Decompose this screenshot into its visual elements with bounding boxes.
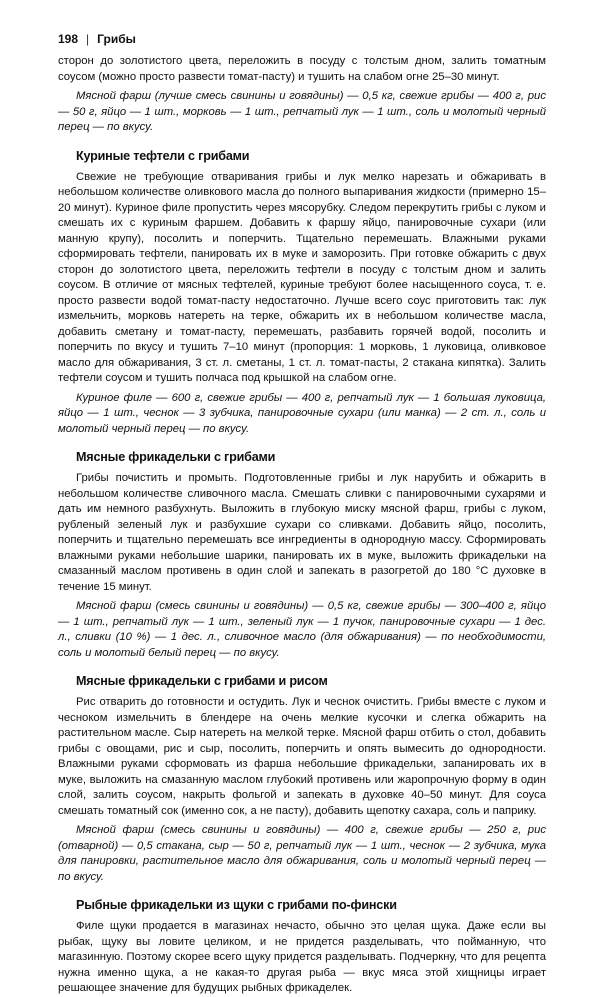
intro-paragraph: сторон до золотистого цвета, переложить в посуду с толстым дном, залить томатным соусом (можно просто развести томат-пасту) и тушить на слабом огне 25–30 минут.	[58, 55, 546, 83]
recipe-title-pike-meatballs: Рыбные фрикадельки из щуки с грибами по-фински	[76, 898, 397, 912]
recipe-title-meatballs-rice: Мясные фрикадельки с грибами и рисом	[76, 674, 328, 688]
section-title: Грибы	[97, 32, 136, 47]
recipe-title-chicken-meatballs: Куриные тефтели с грибами	[76, 148, 250, 163]
header-separator: |	[86, 32, 90, 47]
running-header	[58, 32, 546, 48]
recipe-ingredients-meatballs-rice: Мясной фарш (смесь свинины и говядины) — 400 г, свежие грибы — 250 г, рис (отварной) — 0,5 стакана, сыр — 50 г, репчатый лук — 1 шт., чеснок — 2 зубчика, мука для панировки, растительное масло для обжаривания, соль и молотый черный перец — по вкусу.	[58, 824, 546, 883]
recipe-text-pike-meatballs: Филе щуки продается в магазинах нечасто, обычно это целая щука. Даже если вы рыбак, щуку вы ловите целиком, и не придется разделывать, что пойманную, что магазинную. Поэтому скорее всего щуку придется разделывать. Подчеркну, что для рецепта нужна именно щука, а не какая-то другая рыба — вкус мяса этой хищницы играет решающее значение для будущих рыбных фрикаделек.	[58, 920, 546, 994]
recipe-title-meat-meatballs: Мясные фрикадельки с грибами	[76, 450, 276, 464]
page-number: 198	[58, 32, 79, 47]
recipe-ingredients-meat-meatballs: Мясной фарш (смесь свинины и говядины) — 0,5 кг, свежие грибы — 300–400 г, яйцо — 1 шт., репчатый лук — 1 шт., зеленый лук — 1 пучок, панировочные сухари — 1 дес. л., сливки (10 %) — 1 дес. л., сливочное масло (для обжаривания) — по необходимости, соль и молотый белый перец — по вкусу.	[58, 600, 546, 659]
recipe-text-meat-meatballs: Грибы почистить и промыть. Подготовленные грибы и лук нарубить и обжарить в небольшом количестве сливочного масла. Смешать сливки с панировочными сухарями и дать им немного разбухнуть. Выложить в глубокую миску мясной фарш, грибы с луком, рубленый зеленый лук и разбухшие сухари со сливками. Добавить яйцо, посолить, поперчить и тщательно перемешать все ингредиенты в однородную массу. Сформировать влажными руками небольшие шарики, панировать их в муке, выложить фрикадельки на смазанный маслом противень в один слой и запекать в разогретой до 180 °С духовке в течение 15 минут.	[58, 472, 546, 593]
intro-ingredients: Мясной фарш (лучше смесь свинины и говядины) — 0,5 кг, свежие грибы — 400 г, рис — 50 г, яйцо — 1 шт., морковь — 1 шт., репчатый лук — 1 шт., соль и молотый черный перец — по вкусу.	[58, 90, 546, 133]
recipe-text-chicken-meatballs: Свежие не требующие отваривания грибы и лук мелко нарезать и обжаривать в небольшом количестве оливкового масла до полного выпаривания жидкости (примерно 15–20 минут). Куриное филе пропустить через мясорубку. Следом перекрутить грибы с луком и смешать их с куриным фаршем. Добавить к фаршу яйцо, панировочные сухари (или манную крупу), посолить и поперчить. Тщательно перемешать. Влажными руками сформировать тефтели, панировать их в муке и заморозить. При готовке обжарить с двух сторон до золотистого цвета, переложить тефтели в посуду с толстым дном и залить соусом. В отличие от мясных тефтелей, куриные требуют более насыщенного соуса, т. е. просто развести водой томат-пасту недостаточно. Лучше всего соус приготовить так: лук измельчить, морковь натереть на терке, обжарить их в небольшом количестве масла, добавить сметану и томат-пасту, перемешать, разбавить горячей водой, посолить и поперчить по вкусу и тушить 7–10 минут (пропорция: 1 морковь, 1 луковица, оливковое масло для обжаривания, 3 ст. л. сметаны, 1 ст. л. томат-пасты, 2 стакана кипятка). Залить тефтели соусом и тушить полчаса под крышкой на слабом огне.	[58, 170, 546, 384]
recipe-text-meatballs-rice: Рис отварить до готовности и остудить. Лук и чеснок очистить. Грибы вместе с луком и чесноком измельчить в блендере на очень мелкие кусочки и слегка обжарить на растительном масле. Сыр натереть на мелкой терке. Мясной фарш отбить о стол, добавить грибы с овощами, рис и сыр, посолить, поперчить и опять вымесить до однородности. Влажными руками сформовать из фарша небольшие фрикадельки, запанировать их в муке, выложить на смазанную маслом глубокий противень или жаропрочную форму в один слой, залить соусом, накрыть фольгой и запекать в духовке 40–50 минут. Для соуса смешать томатный сок (именно сок, а не пасту), добавить щепотку сахара, соль и паприку.	[58, 696, 546, 817]
recipe-ingredients-chicken-meatballs: Куриное филе — 600 г, свежие грибы — 400 г, репчатый лук — 1 большая луковица, яйцо — 1 шт., чеснок — 3 зубчика, панировочные сухари (или манка) — 2 ст. л., соль и молотый черный перец — по вкусу.	[58, 391, 546, 435]
